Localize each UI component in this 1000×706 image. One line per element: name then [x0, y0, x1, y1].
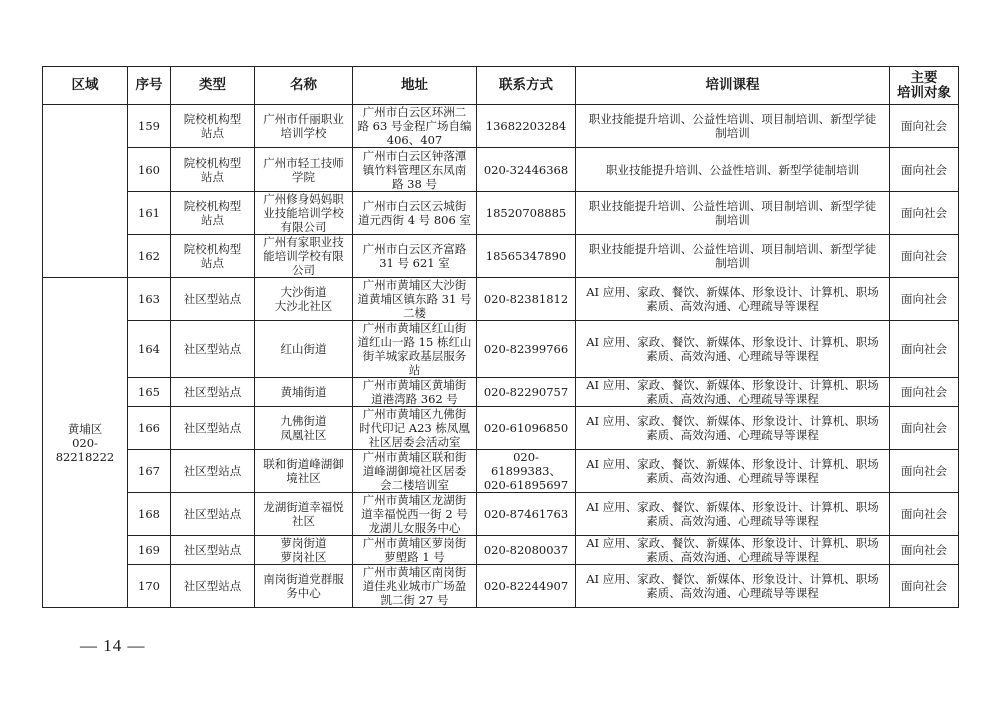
contact-cell: 020-87461763: [477, 493, 576, 536]
name-cell: 南岗街道党群服 务中心: [255, 565, 353, 608]
courses-cell: 职业技能提升培训、公益性培训、项目制培训、新型学徒 制培训: [576, 105, 890, 148]
name-cell: 龙湖街道幸福悦 社区: [255, 493, 353, 536]
courses-cell: AI 应用、家政、餐饮、新媒体、形象设计、计算机、职场 素质、高效沟通、心理疏导等课程: [576, 493, 890, 536]
target-cell: 面向社会: [890, 450, 959, 493]
header-type: 类型: [171, 67, 255, 105]
table-row: [43, 148, 959, 192]
address-cell: 广州市白云区云城街 道元西街 4 号 806 室: [353, 192, 477, 235]
name-cell: 广州市仟丽职业 培训学校: [255, 105, 353, 148]
type-cell: 院校机构型 站点: [171, 235, 255, 278]
header-courses: 培训课程: [576, 67, 890, 105]
header-contact: 联系方式: [477, 67, 576, 105]
serial-cell: 164: [128, 321, 171, 378]
type-cell: 院校机构型 站点: [171, 148, 255, 192]
table-row: [43, 536, 959, 565]
courses-cell: AI 应用、家政、餐饮、新媒体、形象设计、计算机、职场 素质、高效沟通、心理疏导等课程: [576, 536, 890, 565]
name-cell: 大沙街道 大沙北社区: [255, 278, 353, 321]
contact-cell: 020-32446368: [477, 148, 576, 192]
contact-cell: 020-61096850: [477, 407, 576, 450]
header-name: 名称: [255, 67, 353, 105]
serial-cell: 162: [128, 235, 171, 278]
courses-cell: AI 应用、家政、餐饮、新媒体、形象设计、计算机、职场 素质、高效沟通、心理疏导等课程: [576, 407, 890, 450]
table-row: [43, 493, 959, 536]
type-cell: 社区型站点: [171, 321, 255, 378]
target-cell: 面向社会: [890, 148, 959, 192]
target-cell: 面向社会: [890, 493, 959, 536]
contact-cell: 13682203284: [477, 105, 576, 148]
type-cell: 社区型站点: [171, 493, 255, 536]
header-serial: 序号: [128, 67, 171, 105]
contact-cell: 020-82080037: [477, 536, 576, 565]
courses-cell: 职业技能提升培训、公益性培训、项目制培训、新型学徒 制培训: [576, 235, 890, 278]
type-cell: 社区型站点: [171, 407, 255, 450]
serial-cell: 170: [128, 565, 171, 608]
serial-cell: 160: [128, 148, 171, 192]
courses-cell: AI 应用、家政、餐饮、新媒体、形象设计、计算机、职场 素质、高效沟通、心理疏导等课程: [576, 450, 890, 493]
address-cell: 广州市黄埔区萝岗街 萝塱路 1 号: [353, 536, 477, 565]
target-cell: 面向社会: [890, 105, 959, 148]
address-cell: 广州市黄埔区红山街 道红山一路 15 栋红山 街羊城家政基层服务 站: [353, 321, 477, 378]
contact-cell: 020-82244907: [477, 565, 576, 608]
courses-cell: 职业技能提升培训、公益性培训、新型学徒制培训: [576, 148, 890, 192]
region-cell-huangpu: 黄埔区 020-82218222: [43, 278, 128, 608]
name-cell: 广州市轻工技师 学院: [255, 148, 353, 192]
target-cell: 面向社会: [890, 378, 959, 407]
courses-cell: AI 应用、家政、餐饮、新媒体、形象设计、计算机、职场 素质、高效沟通、心理疏导等课程: [576, 321, 890, 378]
table-row: [43, 378, 959, 407]
page-number: — 14 —: [80, 636, 146, 655]
courses-cell: AI 应用、家政、餐饮、新媒体、形象设计、计算机、职场 素质、高效沟通、心理疏导等课程: [576, 378, 890, 407]
address-cell: 广州市黄埔区九佛街 时代印记 A23 栋凤凰 社区居委会活动室: [353, 407, 477, 450]
address-cell: 广州市白云区环洲二 路 63 号金程广场自编 406、407: [353, 105, 477, 148]
courses-cell: AI 应用、家政、餐饮、新媒体、形象设计、计算机、职场 素质、高效沟通、心理疏导等课程: [576, 278, 890, 321]
name-cell: 广州修身妈妈职 业技能培训学校 有限公司: [255, 192, 353, 235]
courses-cell: 职业技能提升培训、公益性培训、项目制培训、新型学徒 制培训: [576, 192, 890, 235]
contact-cell: 020-82290757: [477, 378, 576, 407]
table-row: [43, 321, 959, 378]
table-row: [43, 192, 959, 235]
table-row: [43, 105, 959, 148]
contact-cell: 020-82399766: [477, 321, 576, 378]
header-target: 主要 培训对象: [890, 67, 959, 105]
address-cell: 广州市黄埔区黄埔街 道港湾路 362 号: [353, 378, 477, 407]
type-cell: 社区型站点: [171, 450, 255, 493]
serial-cell: 166: [128, 407, 171, 450]
target-cell: 面向社会: [890, 536, 959, 565]
type-cell: 社区型站点: [171, 378, 255, 407]
type-cell: 院校机构型 站点: [171, 105, 255, 148]
type-cell: 社区型站点: [171, 536, 255, 565]
serial-cell: 169: [128, 536, 171, 565]
address-cell: 广州市黄埔区龙湖街 道幸福悦西一街 2 号 龙湖儿女服务中心: [353, 493, 477, 536]
address-cell: 广州市黄埔区大沙街 道黄埔区镇东路 31 号 二楼: [353, 278, 477, 321]
target-cell: 面向社会: [890, 192, 959, 235]
table-row: [43, 450, 959, 493]
name-cell: 广州有家职业技 能培训学校有限 公司: [255, 235, 353, 278]
address-cell: 广州市黄埔区南岗街 道佳兆业城市广场盈 凯二街 27 号: [353, 565, 477, 608]
header-region: 区域: [43, 67, 128, 105]
header-address: 地址: [353, 67, 477, 105]
serial-cell: 163: [128, 278, 171, 321]
name-cell: 红山街道: [255, 321, 353, 378]
serial-cell: 167: [128, 450, 171, 493]
type-cell: 社区型站点: [171, 565, 255, 608]
table-row: [43, 565, 959, 608]
name-cell: 萝岗街道 萝岗社区: [255, 536, 353, 565]
contact-cell: 18565347890: [477, 235, 576, 278]
contact-cell: 020-61899383、 020-61895697: [477, 450, 576, 493]
name-cell: 黄埔街道: [255, 378, 353, 407]
target-cell: 面向社会: [890, 235, 959, 278]
contact-cell: 18520708885: [477, 192, 576, 235]
name-cell: 九佛街道 凤凰社区: [255, 407, 353, 450]
table-row: [43, 407, 959, 450]
table-row: [43, 278, 959, 321]
target-cell: 面向社会: [890, 565, 959, 608]
type-cell: 院校机构型 站点: [171, 192, 255, 235]
target-cell: 面向社会: [890, 278, 959, 321]
address-cell: 广州市白云区钟落潭 镇竹料管理区东凤南 路 38 号: [353, 148, 477, 192]
serial-cell: 168: [128, 493, 171, 536]
courses-cell: AI 应用、家政、餐饮、新媒体、形象设计、计算机、职场 素质、高效沟通、心理疏导等课程: [576, 565, 890, 608]
serial-cell: 159: [128, 105, 171, 148]
serial-cell: 161: [128, 192, 171, 235]
address-cell: 广州市白云区齐富路 31 号 621 室: [353, 235, 477, 278]
table-row: [43, 235, 959, 278]
address-cell: 广州市黄埔区联和街 道峰湖御境社区居委 会二楼培训室: [353, 450, 477, 493]
target-cell: 面向社会: [890, 407, 959, 450]
serial-cell: 165: [128, 378, 171, 407]
target-cell: 面向社会: [890, 321, 959, 378]
contact-cell: 020-82381812: [477, 278, 576, 321]
training-sites-table: [42, 66, 959, 608]
name-cell: 联和街道峰湖御 境社区: [255, 450, 353, 493]
region-cell-baiyun: [43, 105, 128, 278]
type-cell: 社区型站点: [171, 278, 255, 321]
header-row: [43, 67, 959, 105]
